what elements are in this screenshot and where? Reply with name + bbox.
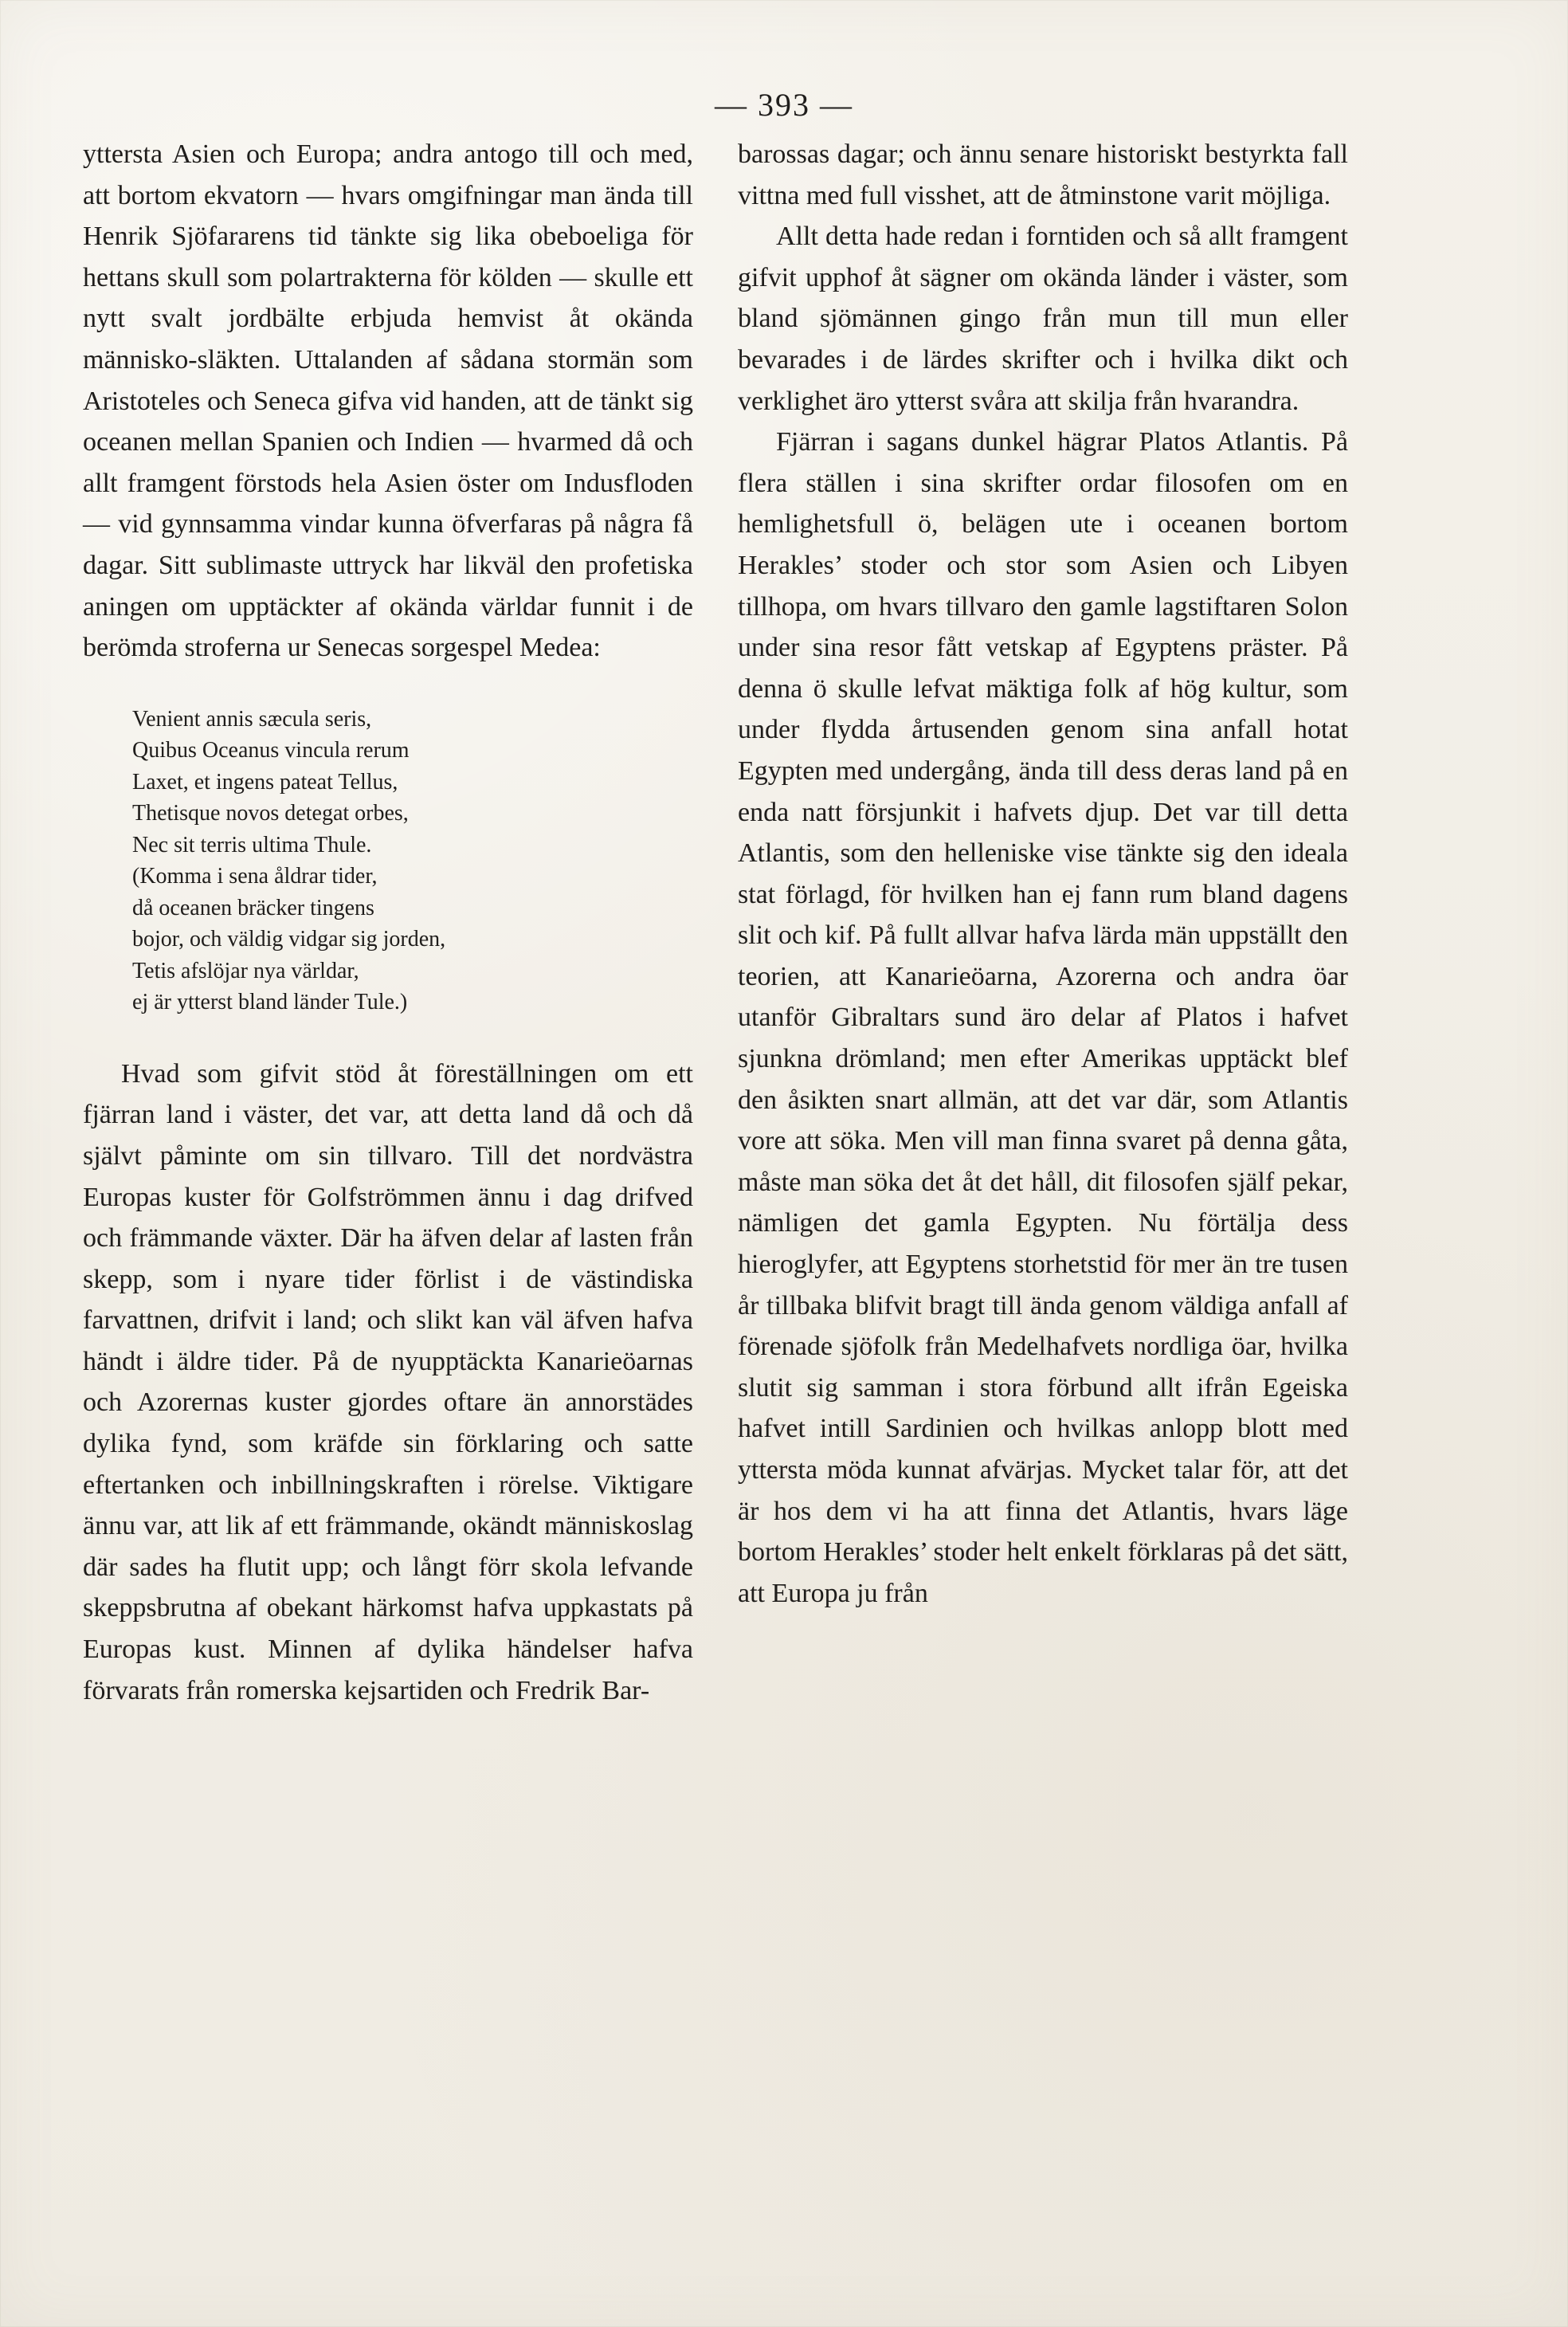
right-paragraph-3: Fjärran i sagans dunkel hägrar Platos Atlantis. På flera ställen i sina skrifter ordar filosofen om en hemlighetsfull ö, belägen ute i oceanen bortom Herakles’ stoder och stor som Asien och Libyen tillhopa, om hvars tillvaro den gamle lagstiftaren Solon under sina resor fått vetskap af Egyptens präster. På denna ö skulle lefvat mäktiga folk af hög kultur, som under flydda årtusenden genom sina anfall hotat Egypten med undergång, ända till dess deras land på en enda natt försjunkit i hafvets djup. Det var till detta Atlantis, som den helleniske vise tänkte sig den ideala stat förlagd, för hvilken han ej fann rum bland dagens slit och kif. På fullt allvar hafva lärda män uppställt den teorien, att Kanarieöarna, Azorerna och andra öar utanför Gibraltars sund äro delar af Platos i hafvet sjunkna drömland; men efter Amerikas upptäckt blef den åsikten snart allmän, att det var där, som Atlantis vore att söka. Men vill man finna svaret på denna gåta, måste man söka det åt det håll, dit filosofen själf pekar, nämligen det gamla Egypten. Nu förtälja dess hieroglyfer, att Egyptens storhetstid för mer än tre tusen år tillbaka blifvit bragt till ända genom väldiga anfall af förenade sjöfolk från Medelhafvets nordliga öar, hvilka slutit sig samman i stora förbund allt ifrån Egeiska hafvet intill Sardinien och hvilkas anlopp blott med yttersta möda kunnat afvärjas. Mycket talar för, att det är hos dem vi ha att finna det Atlantis, hvars läge bortom Herakles’ stoder helt enkelt förklaras på det sätt, att Europa ju från — [738, 427, 1348, 1608]
right-paragraph-1: barossas dagar; och ännu senare historiskt bestyrkta fall vittna med full visshet, att de åtminstone varit möjliga. — [738, 139, 1348, 210]
left-paragraph-2: Hvad som gifvit stöd åt föreställningen om ett fjärran land i väster, det var, att detta land då och då självt påminte om sin tillvaro. Till det nordvästra Europas kuster för Golfströmmen ännu i dag drifved och främmande växter. Där ha äfven delar af lasten från skepp, som i nyare tider förlist i de västindiska farvattnen, drifvit i land; och slikt kan väl äfven hafva händt i äldre tider. På de nyupptäckta Kanarieöarnas och Azorernas kuster gjordes oftare än annorstädes dylika fynd, som kräfde sin förklaring och satte eftertanken och inbillningskraften i rörelse. Viktigare ännu var, att lik af ett främmande, okändt människoslag där sades ha flutit upp; och långt förr skola lefvande skeppsbrutna af obekant härkomst hafva uppkastats på Europas kust. Minnen af dylika händelser hafva förvarats från romerska kejsartiden och Fredrik Bar- — [83, 1058, 693, 1705]
text-columns — [83, 134, 1348, 1711]
right-paragraph-2: Allt detta hade redan i forntiden och så allt framgent gifvit upphof åt sägner om okända länder i väster, som bland sjömännen gingo från mun till mun eller bevarades i de lärdes skrifter och i hvilka dikt och verklighet äro ytterst svåra att skilja från hvarandra. — [738, 222, 1348, 416]
right-column — [738, 134, 1348, 1711]
page-number: — 393 — — [715, 87, 853, 123]
left-paragraph-1: yttersta Asien och Europa; andra antogo till och med, att bortom ekvatorn — hvars omgifningar man ända till Henrik Sjöfararens tid tänkte sig lika obeboeliga för hettans skull som polartrakterna för kölden — skulle ett nytt svalt jordbälte erbjuda hemvist åt okända människo-släkten. Uttalanden af sådana stormän som Aristoteles och Seneca gifva vid handen, att de tänkt sig oceanen mellan Spanien och Indien — hvarmed då och allt framgent förstods hela Asien öster om Indusfloden — vid gynnsamma vindar kunna öfverfaras på några få dagar. Sitt sublimaste uttryck har likväl den profetiska aningen om upptäckter af okända världar funnit i de berömda stroferna ur Senecas sorgespel Medea: — [83, 139, 693, 663]
latin-swedish-poem: Venient annis sæcula seris, Quibus Oceanus vincula rerum Laxet, et ingens pateat Tellus, Thetisque novos detegat orbes, Nec sit terris ultima Thule. (Komma i sena åldrar tider, då oceanen bräcker tingens bojor, och väldig vidgar sig jorden, Tetis afslöjar nya världar, ej är ytterst bland länder Tule.) — [132, 706, 446, 1015]
left-column — [83, 134, 693, 1711]
